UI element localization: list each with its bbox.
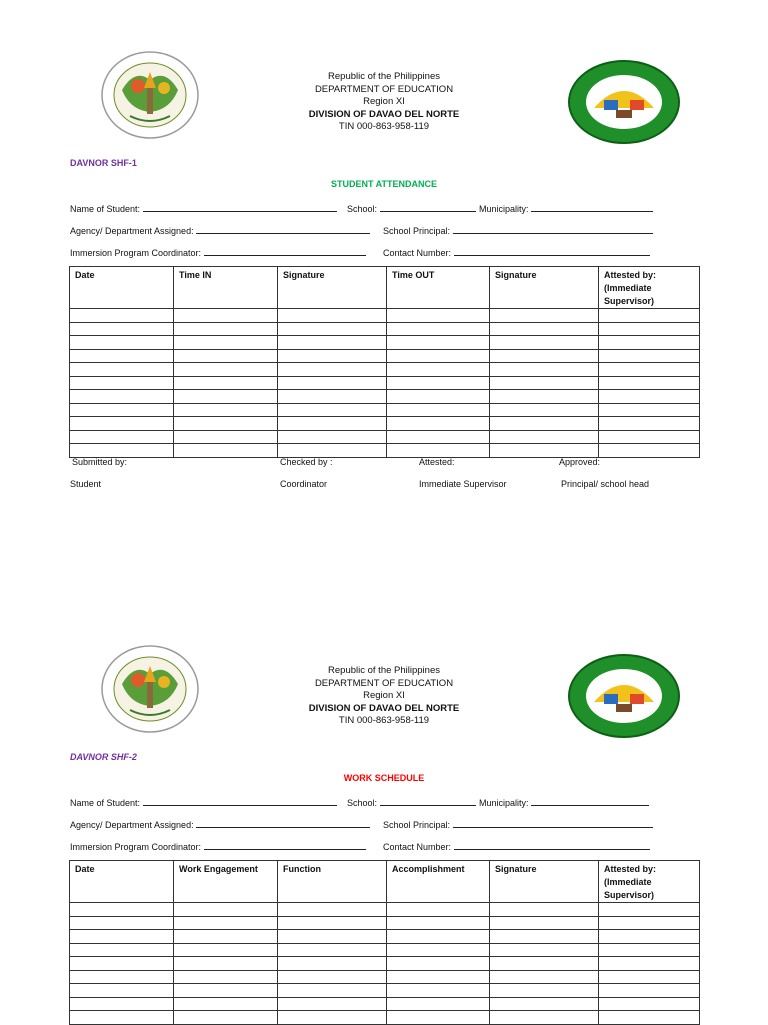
table-cell[interactable] bbox=[387, 997, 490, 1011]
work-schedule-rows bbox=[70, 903, 700, 1025]
contact-label: Contact Number: bbox=[383, 248, 452, 258]
student-name-field[interactable] bbox=[70, 202, 337, 214]
table-cell[interactable] bbox=[174, 336, 278, 350]
table-cell[interactable] bbox=[70, 930, 174, 944]
table-cell[interactable] bbox=[174, 943, 278, 957]
column-header: Date bbox=[70, 267, 174, 309]
table-cell[interactable] bbox=[490, 417, 599, 431]
table-cell[interactable] bbox=[278, 444, 387, 458]
table-cell[interactable] bbox=[599, 943, 700, 957]
table-cell[interactable] bbox=[490, 984, 599, 998]
table-cell[interactable] bbox=[387, 943, 490, 957]
table-cell[interactable] bbox=[278, 336, 387, 350]
table-row bbox=[70, 363, 700, 377]
table-cell[interactable] bbox=[174, 1011, 278, 1025]
principal-signatory: Principal/ school head bbox=[561, 479, 650, 489]
table-row bbox=[70, 930, 700, 944]
table-cell[interactable] bbox=[174, 390, 278, 404]
agency-label: Agency/ Department Assigned: bbox=[70, 820, 194, 830]
table-cell[interactable] bbox=[70, 376, 174, 390]
table-cell[interactable] bbox=[599, 322, 700, 336]
letterhead-line-1: Republic of the Philippines bbox=[328, 665, 440, 676]
contact-field[interactable] bbox=[383, 246, 650, 258]
table-cell[interactable] bbox=[599, 1011, 700, 1025]
agency-field[interactable] bbox=[70, 818, 370, 830]
table-cell[interactable] bbox=[387, 417, 490, 431]
table-cell[interactable] bbox=[278, 363, 387, 377]
table-cell[interactable] bbox=[278, 984, 387, 998]
table-cell[interactable] bbox=[599, 984, 700, 998]
column-header: Accomplishment bbox=[387, 861, 490, 903]
principal-field[interactable] bbox=[383, 818, 653, 830]
table-cell[interactable] bbox=[387, 403, 490, 417]
table-cell[interactable] bbox=[174, 984, 278, 998]
table-cell[interactable] bbox=[278, 309, 387, 323]
form-code: DAVNOR SHF-1 bbox=[70, 158, 137, 168]
table-cell[interactable] bbox=[387, 916, 490, 930]
table-cell[interactable] bbox=[70, 309, 174, 323]
table-row bbox=[70, 903, 700, 917]
table-cell[interactable] bbox=[70, 336, 174, 350]
table-cell[interactable] bbox=[387, 322, 490, 336]
table-cell[interactable] bbox=[174, 957, 278, 971]
table-cell[interactable] bbox=[278, 376, 387, 390]
attendance-table bbox=[69, 266, 700, 458]
student-name-label: Name of Student: bbox=[70, 798, 141, 808]
table-cell[interactable] bbox=[174, 363, 278, 377]
table-cell[interactable] bbox=[387, 363, 490, 377]
table-cell[interactable] bbox=[278, 403, 387, 417]
letterhead-line-2: DEPARTMENT OF EDUCATION bbox=[314, 83, 454, 95]
table-cell[interactable] bbox=[174, 349, 278, 363]
approved-label: Approved: bbox=[559, 457, 601, 467]
school-field[interactable] bbox=[347, 202, 476, 214]
table-row bbox=[70, 376, 700, 390]
table-cell[interactable] bbox=[490, 997, 599, 1011]
table-cell[interactable] bbox=[387, 444, 490, 458]
table-cell[interactable] bbox=[387, 1011, 490, 1025]
table-cell[interactable] bbox=[599, 444, 700, 458]
column-header: Signature bbox=[490, 861, 599, 903]
table-cell[interactable] bbox=[174, 430, 278, 444]
table-cell[interactable] bbox=[278, 957, 387, 971]
letterhead-line-3: Region XI bbox=[363, 690, 405, 701]
table-header-row bbox=[70, 267, 700, 309]
table-cell[interactable] bbox=[70, 444, 174, 458]
table-cell[interactable] bbox=[278, 322, 387, 336]
table-cell[interactable] bbox=[278, 390, 387, 404]
table-cell[interactable] bbox=[70, 903, 174, 917]
table-row bbox=[70, 322, 700, 336]
table-cell[interactable] bbox=[70, 997, 174, 1011]
table-cell[interactable] bbox=[278, 916, 387, 930]
table-cell[interactable] bbox=[70, 363, 174, 377]
table-cell[interactable] bbox=[174, 970, 278, 984]
table-row bbox=[70, 970, 700, 984]
column-header: Work Engagement bbox=[174, 861, 278, 903]
table-row bbox=[70, 984, 700, 998]
table-cell[interactable] bbox=[490, 309, 599, 323]
table-cell[interactable] bbox=[387, 903, 490, 917]
table-row bbox=[70, 336, 700, 350]
table-cell[interactable] bbox=[490, 970, 599, 984]
column-header: Signature bbox=[490, 267, 599, 309]
table-cell[interactable] bbox=[387, 376, 490, 390]
table-cell[interactable] bbox=[490, 322, 599, 336]
table-cell[interactable] bbox=[490, 363, 599, 377]
table-cell[interactable] bbox=[70, 430, 174, 444]
municipality-field[interactable] bbox=[479, 796, 649, 808]
principal-field[interactable] bbox=[383, 224, 653, 236]
table-cell[interactable] bbox=[174, 930, 278, 944]
table-cell[interactable] bbox=[70, 403, 174, 417]
table-cell[interactable] bbox=[387, 984, 490, 998]
table-row bbox=[70, 309, 700, 323]
table-cell[interactable] bbox=[278, 930, 387, 944]
table-cell[interactable] bbox=[599, 930, 700, 944]
table-cell[interactable] bbox=[174, 403, 278, 417]
table-row bbox=[70, 430, 700, 444]
coordinator-signatory: Coordinator bbox=[280, 479, 328, 489]
table-cell[interactable] bbox=[278, 417, 387, 431]
column-header: Time IN bbox=[174, 267, 278, 309]
table-cell[interactable] bbox=[387, 930, 490, 944]
table-row bbox=[70, 957, 700, 971]
table-cell[interactable] bbox=[599, 430, 700, 444]
table-cell[interactable] bbox=[599, 970, 700, 984]
table-cell[interactable] bbox=[70, 390, 174, 404]
work-schedule-table bbox=[69, 860, 700, 1025]
table-cell[interactable] bbox=[278, 903, 387, 917]
table-cell[interactable] bbox=[490, 336, 599, 350]
column-header: Date bbox=[70, 861, 174, 903]
table-cell[interactable] bbox=[599, 916, 700, 930]
table-cell[interactable] bbox=[490, 349, 599, 363]
column-header: Attested by: (Immediate Supervisor) bbox=[599, 861, 700, 903]
table-row bbox=[70, 417, 700, 431]
table-cell[interactable] bbox=[387, 390, 490, 404]
table-cell[interactable] bbox=[387, 349, 490, 363]
table-cell[interactable] bbox=[599, 390, 700, 404]
coordinator-label: Immersion Program Coordinator: bbox=[70, 842, 202, 852]
table-cell[interactable] bbox=[278, 997, 387, 1011]
principal-label: School Principal: bbox=[383, 226, 451, 236]
table-cell[interactable] bbox=[70, 349, 174, 363]
letterhead-line-5: TIN 000-863-958-119 bbox=[338, 715, 430, 726]
supervisor-signatory: Immediate Supervisor bbox=[419, 479, 507, 489]
coordinator-field[interactable] bbox=[70, 246, 366, 258]
table-cell[interactable] bbox=[70, 943, 174, 957]
attested-label: Attested: bbox=[419, 457, 455, 467]
form-title: WORK SCHEDULE bbox=[343, 773, 425, 783]
municipality-label: Municipality: bbox=[479, 798, 529, 808]
table-cell[interactable] bbox=[174, 322, 278, 336]
table-cell[interactable] bbox=[599, 376, 700, 390]
table-cell[interactable] bbox=[599, 309, 700, 323]
table-cell[interactable] bbox=[70, 322, 174, 336]
table-cell[interactable] bbox=[70, 916, 174, 930]
table-cell[interactable] bbox=[599, 957, 700, 971]
letterhead-line-3: Region XI bbox=[363, 96, 405, 107]
coordinator-label: Immersion Program Coordinator: bbox=[70, 248, 202, 258]
school-label: School: bbox=[347, 798, 378, 808]
contact-label: Contact Number: bbox=[383, 842, 452, 852]
letterhead bbox=[0, 71, 768, 134]
student-signatory: Student bbox=[70, 479, 102, 489]
agency-field[interactable] bbox=[70, 224, 370, 236]
municipality-label: Municipality: bbox=[479, 204, 529, 214]
form-code: DAVNOR SHF-2 bbox=[70, 752, 137, 762]
table-cell[interactable] bbox=[174, 376, 278, 390]
table-cell[interactable] bbox=[387, 309, 490, 323]
table-cell[interactable] bbox=[490, 430, 599, 444]
table-cell[interactable] bbox=[490, 403, 599, 417]
table-cell[interactable] bbox=[174, 903, 278, 917]
table-row bbox=[70, 1011, 700, 1025]
column-header: Time OUT bbox=[387, 267, 490, 309]
principal-label: School Principal: bbox=[383, 820, 451, 830]
table-cell[interactable] bbox=[174, 916, 278, 930]
column-header: Signature bbox=[278, 267, 387, 309]
agency-label: Agency/ Department Assigned: bbox=[70, 226, 194, 236]
table-cell[interactable] bbox=[278, 970, 387, 984]
student-name-field[interactable] bbox=[70, 796, 337, 808]
table-cell[interactable] bbox=[490, 390, 599, 404]
form-title: STUDENT ATTENDANCE bbox=[331, 179, 437, 189]
table-cell[interactable] bbox=[599, 363, 700, 377]
checked-by-label: Checked by : bbox=[280, 457, 333, 467]
table-row bbox=[70, 403, 700, 417]
table-cell[interactable] bbox=[70, 970, 174, 984]
table-cell[interactable] bbox=[599, 403, 700, 417]
table-cell[interactable] bbox=[387, 957, 490, 971]
letterhead-line-5: TIN 000-863-958-119 bbox=[338, 121, 430, 132]
student-name-label: Name of Student: bbox=[70, 204, 141, 214]
table-cell[interactable] bbox=[599, 349, 700, 363]
letterhead-line-1: Republic of the Philippines bbox=[328, 71, 440, 82]
contact-field[interactable] bbox=[383, 840, 650, 852]
table-cell[interactable] bbox=[174, 309, 278, 323]
letterhead-line-2: DEPARTMENT OF EDUCATION bbox=[314, 677, 454, 689]
table-cell[interactable] bbox=[278, 349, 387, 363]
table-cell[interactable] bbox=[387, 970, 490, 984]
table-cell[interactable] bbox=[490, 1011, 599, 1025]
table-cell[interactable] bbox=[599, 903, 700, 917]
column-header: Attested by: (Immediate Supervisor) bbox=[599, 267, 700, 309]
table-cell[interactable] bbox=[490, 930, 599, 944]
municipality-field[interactable] bbox=[479, 202, 653, 214]
table-cell[interactable] bbox=[490, 376, 599, 390]
table-cell[interactable] bbox=[599, 997, 700, 1011]
table-cell[interactable] bbox=[174, 417, 278, 431]
table-cell[interactable] bbox=[278, 1011, 387, 1025]
table-cell[interactable] bbox=[174, 444, 278, 458]
table-row bbox=[70, 997, 700, 1011]
table-cell[interactable] bbox=[70, 984, 174, 998]
table-cell[interactable] bbox=[490, 916, 599, 930]
table-header-row bbox=[70, 861, 700, 903]
table-cell[interactable] bbox=[278, 430, 387, 444]
table-cell[interactable] bbox=[599, 336, 700, 350]
letterhead-line-4: DIVISION OF DAVAO DEL NORTE bbox=[308, 108, 460, 120]
table-cell[interactable] bbox=[599, 417, 700, 431]
table-cell[interactable] bbox=[490, 943, 599, 957]
table-cell[interactable] bbox=[70, 957, 174, 971]
table-cell[interactable] bbox=[387, 430, 490, 444]
submitted-by-label: Submitted by: bbox=[72, 457, 128, 467]
letterhead bbox=[0, 665, 768, 728]
attendance-rows bbox=[70, 309, 700, 458]
table-row bbox=[70, 444, 700, 458]
coordinator-field[interactable] bbox=[70, 840, 366, 852]
table-cell[interactable] bbox=[70, 1011, 174, 1025]
school-label: School: bbox=[347, 204, 378, 214]
school-field[interactable] bbox=[347, 796, 476, 808]
table-cell[interactable] bbox=[490, 957, 599, 971]
table-row bbox=[70, 916, 700, 930]
table-row bbox=[70, 390, 700, 404]
column-header: Function bbox=[278, 861, 387, 903]
table-cell[interactable] bbox=[278, 943, 387, 957]
table-cell[interactable] bbox=[387, 336, 490, 350]
table-cell[interactable] bbox=[70, 417, 174, 431]
table-row bbox=[70, 943, 700, 957]
table-row bbox=[70, 349, 700, 363]
table-cell[interactable] bbox=[174, 997, 278, 1011]
letterhead-line-4: DIVISION OF DAVAO DEL NORTE bbox=[308, 702, 460, 714]
table-cell[interactable] bbox=[490, 444, 599, 458]
table-cell[interactable] bbox=[490, 903, 599, 917]
